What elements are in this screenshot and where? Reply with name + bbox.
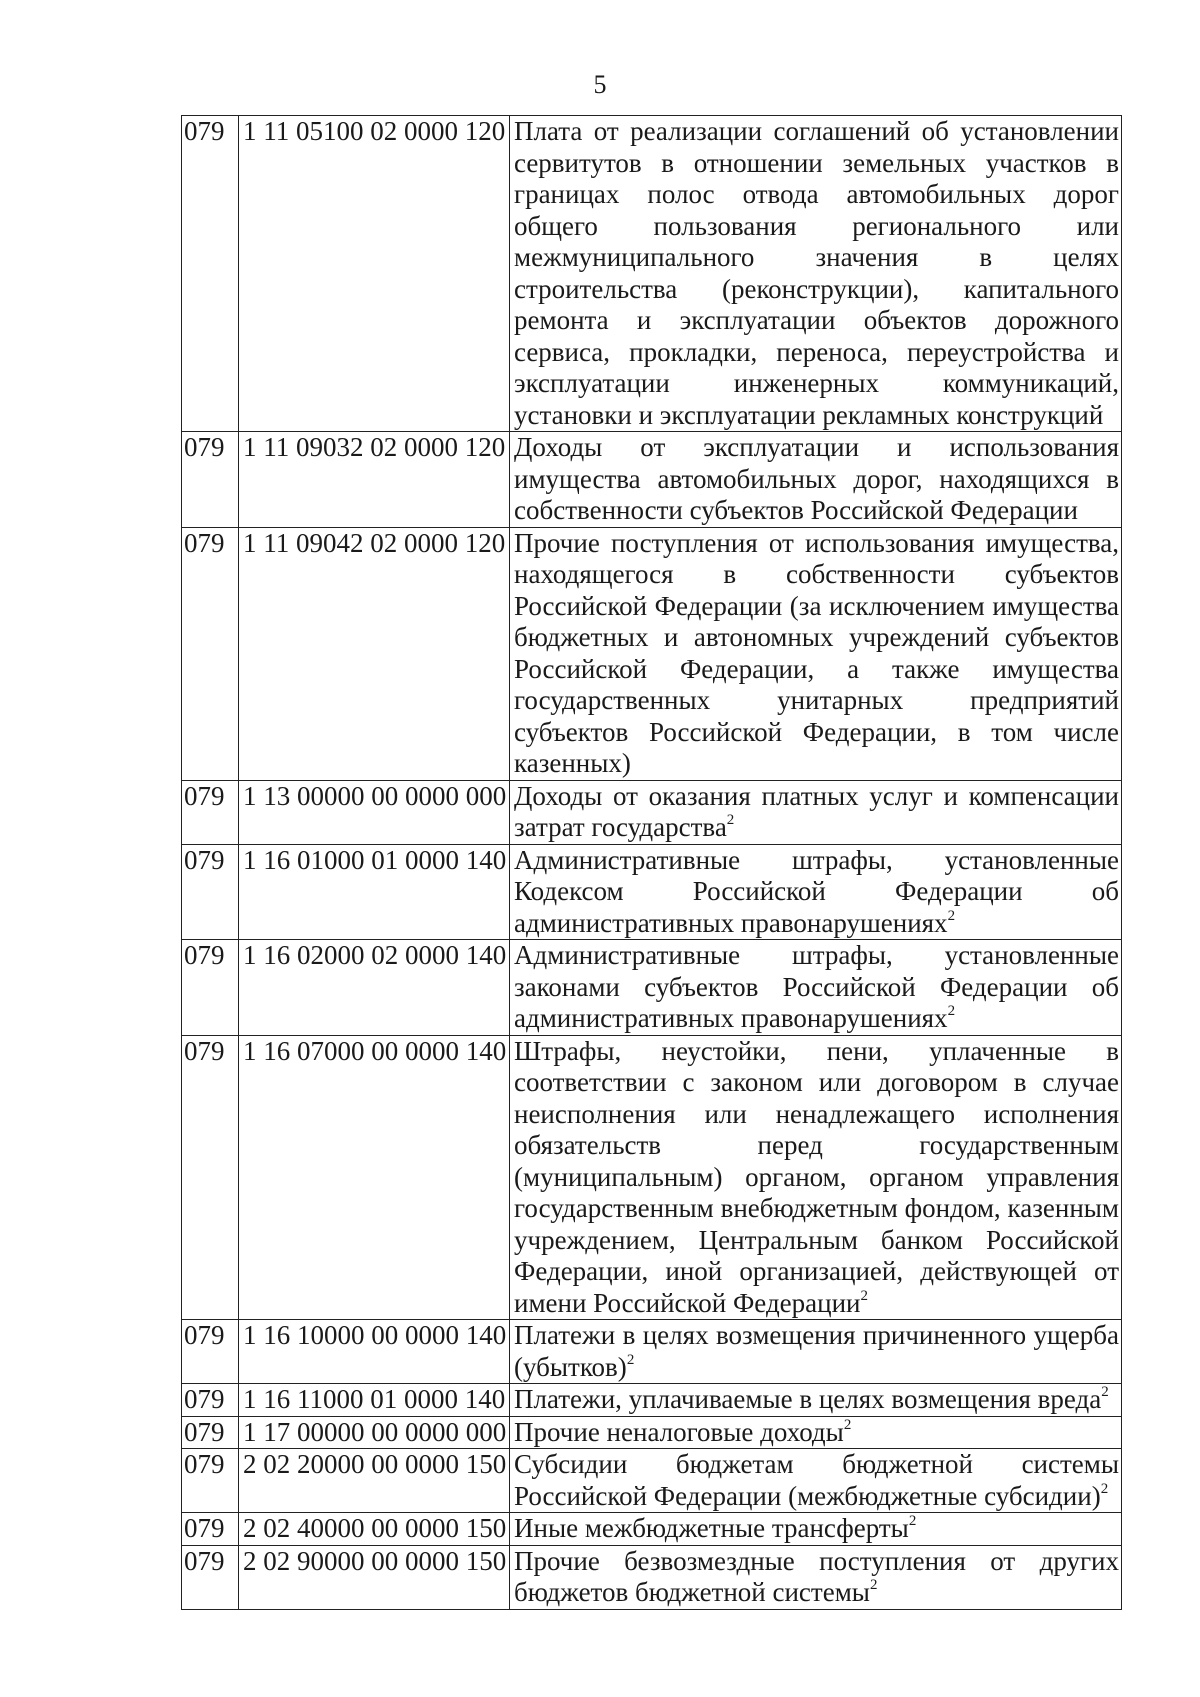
kbk-code-cell: 1 16 10000 00 0000 140 xyxy=(239,1320,510,1384)
table-row xyxy=(182,1545,1122,1609)
kbk-code-cell: 1 11 09042 02 0000 120 xyxy=(239,527,510,780)
description-text: Доходы от эксплуатации и использования имущества автомобильных дорог, находящихся в собственности субъектов Российской Федерации xyxy=(514,432,1119,525)
footnote-marker: 2 xyxy=(726,812,735,828)
admin-code-cell: 079 xyxy=(182,940,239,1036)
table-row xyxy=(182,432,1122,528)
description-cell xyxy=(510,1545,1122,1609)
admin-code-cell: 079 xyxy=(182,1035,239,1320)
footnote-marker: 2 xyxy=(947,1003,956,1019)
kbk-code-cell: 1 11 09032 02 0000 120 xyxy=(239,432,510,528)
description-cell xyxy=(510,1384,1122,1417)
description-text: Прочие безвозмездные поступления от других бюджетов бюджетной системы xyxy=(514,1545,1119,1607)
description-text: Платежи в целях возмещения причиненного ущерба (убытков) xyxy=(514,1320,1119,1382)
table-row xyxy=(182,780,1122,844)
kbk-code-cell: 1 16 02000 02 0000 140 xyxy=(239,940,510,1036)
table-row xyxy=(182,1513,1122,1546)
table-row xyxy=(182,1449,1122,1513)
footnote-marker: 2 xyxy=(843,1416,852,1433)
table-row xyxy=(182,116,1122,432)
admin-code-cell: 079 xyxy=(182,1416,239,1449)
page-number: 5 xyxy=(593,70,607,99)
table-row xyxy=(182,1416,1122,1449)
description-cell xyxy=(510,1035,1122,1320)
description-cell xyxy=(510,844,1122,940)
description-text: Административные штрафы, установленные законами субъектов Российской Федерации об административных правонарушениях xyxy=(514,940,1119,1033)
admin-code-cell: 079 xyxy=(182,780,239,844)
description-text: Субсидии бюджетам бюджетной системы Российской Федерации (межбюджетные субсидии) xyxy=(514,1449,1119,1511)
admin-code-cell: 079 xyxy=(182,1320,239,1384)
description-cell xyxy=(510,527,1122,780)
description-text: Административные штрафы, установленные Кодексом Российской Федерации об административных правонарушениях xyxy=(514,844,1119,938)
footnote-marker: 2 xyxy=(626,1351,635,1368)
revenue-codes-table xyxy=(181,115,1122,1610)
table-row xyxy=(182,1035,1122,1320)
description-cell xyxy=(510,1416,1122,1449)
description-text: Прочие неналоговые доходы xyxy=(514,1416,844,1447)
admin-code-cell: 079 xyxy=(182,1545,239,1609)
description-cell xyxy=(510,1513,1122,1546)
footnote-marker: 2 xyxy=(860,1287,868,1304)
table-body xyxy=(182,116,1122,1610)
description-cell xyxy=(510,432,1122,528)
description-cell xyxy=(510,940,1122,1036)
table-row xyxy=(182,1320,1122,1384)
kbk-code-cell: 2 02 40000 00 0000 150 xyxy=(239,1513,510,1546)
description-cell xyxy=(510,1320,1122,1384)
table-row xyxy=(182,527,1122,780)
description-text: Прочие поступления от использования имущества, находящегося в собственности субъектов Российской Федерации (за исключением имущества бюджетных и автономных учреждений субъектов Российской Федерации, а также имущества государственных унитарных предприятий субъектов Российской Федерации, в том числе казенных) xyxy=(514,527,1119,778)
footnote-marker: 2 xyxy=(947,907,956,924)
description-cell xyxy=(510,780,1122,844)
footnote-marker: 2 xyxy=(908,1513,917,1529)
footnote-marker: 2 xyxy=(869,1577,878,1593)
kbk-code-cell: 2 02 20000 00 0000 150 xyxy=(239,1449,510,1513)
kbk-code-cell: 1 16 01000 01 0000 140 xyxy=(239,844,510,940)
description-text: Платежи, уплачиваемые в целях возмещения вреда xyxy=(514,1384,1102,1414)
footnote-marker: 2 xyxy=(1100,1480,1109,1497)
kbk-code-cell: 1 16 07000 00 0000 140 xyxy=(239,1035,510,1320)
kbk-code-cell: 2 02 90000 00 0000 150 xyxy=(239,1545,510,1609)
description-cell xyxy=(510,1449,1122,1513)
table-row xyxy=(182,940,1122,1036)
table-row xyxy=(182,1384,1122,1417)
admin-code-cell: 079 xyxy=(182,527,239,780)
admin-code-cell: 079 xyxy=(182,1384,239,1417)
description-text: Плата от реализации соглашений об установлении сервитутов в отношении земельных участков в границах полос отвода автомобильных дорог общего пользования регионального или межмуниципального значения в целях строительства (реконструкции), капитального ремонта и эксплуатации объектов дорожного сервиса, прокладки, переноса, переустройства и эксплуатации инженерных коммуникаций, установки и эксплуатации рекламных конструкций xyxy=(514,116,1119,430)
description-text: Иные межбюджетные трансферты xyxy=(514,1513,909,1543)
admin-code-cell: 079 xyxy=(182,1513,239,1546)
admin-code-cell: 079 xyxy=(182,432,239,528)
admin-code-cell: 079 xyxy=(182,844,239,940)
description-cell xyxy=(510,116,1122,432)
table-row xyxy=(182,844,1122,940)
description-text: Доходы от оказания платных услуг и компенсации затрат государства xyxy=(514,780,1119,842)
description-text: Штрафы, неустойки, пени, уплаченные в соответствии с законом или договором в случае неисполнения или ненадлежащего исполнения обязательств перед государственным (муниципальным) органом, органом управления государственным внебюджетным фондом, казенным учреждением, Центральным банком Российской Федерации, иной организацией, действующей от имени Российской Федерации xyxy=(514,1035,1119,1318)
kbk-code-cell: 1 13 00000 00 0000 000 xyxy=(239,780,510,844)
kbk-code-cell: 1 16 11000 01 0000 140 xyxy=(239,1384,510,1417)
kbk-code-cell: 1 11 05100 02 0000 120 xyxy=(239,116,510,432)
admin-code-cell: 079 xyxy=(182,1449,239,1513)
kbk-code-cell: 1 17 00000 00 0000 000 xyxy=(239,1416,510,1449)
footnote-marker: 2 xyxy=(1101,1384,1109,1400)
admin-code-cell: 079 xyxy=(182,116,239,432)
